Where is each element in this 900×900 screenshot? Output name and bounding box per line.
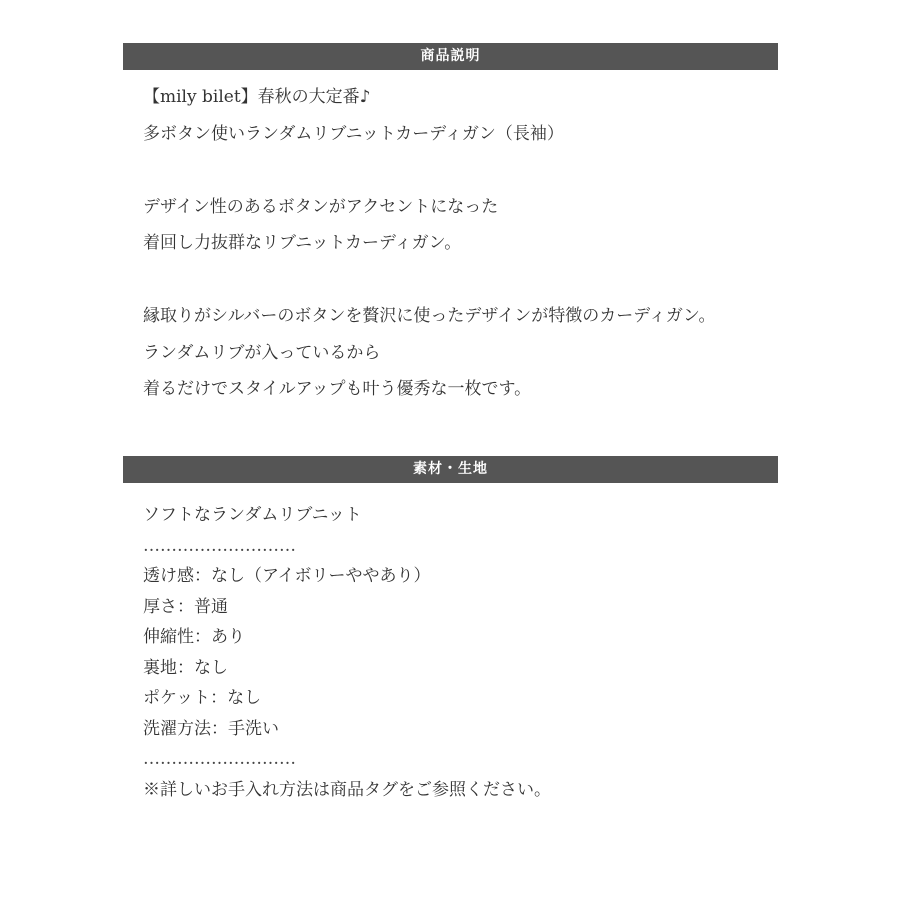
description-line: 着るだけでスタイルアップも叶う優秀な一枚です。 (143, 379, 532, 399)
spec-lining: 裏地：なし (143, 657, 228, 678)
description-subtitle-line: 多ボタン使いランダムリブニットカーディガン（長袖） (143, 123, 564, 144)
material-details (143, 500, 783, 805)
fabric-type: ソフトなランダムリブニット (143, 505, 362, 525)
description-line: 着回し力抜群なリブニットカーディガン。 (143, 233, 462, 253)
description-title-line: 【mily bilet】春秋の大定番♪ (143, 87, 371, 107)
description-spacer (143, 262, 783, 299)
spec-stretch: 伸縮性：あり (143, 627, 245, 647)
description-spacer (143, 152, 783, 189)
product-description (143, 79, 783, 408)
product-description-header: 商品説明 (123, 43, 778, 70)
material-fabric-header: 素材・生地 (123, 456, 778, 483)
spec-washing: 洗濯方法：手洗い (143, 718, 279, 739)
spec-pocket: ポケット：なし (143, 688, 262, 708)
spec-thickness: 厚さ：普通 (143, 596, 228, 617)
description-line: デザイン性のあるボタンがアクセントになった (143, 196, 499, 217)
description-line: 縁取りがシルバーのボタンを贅沢に使ったデザインが特徴のカーディガン。 (143, 306, 716, 326)
care-note: ※詳しいお手入れ方法は商品タグをご参照ください。 (143, 779, 551, 800)
dotted-divider: ……………………… (143, 749, 296, 769)
dotted-divider: ……………………… (143, 535, 296, 556)
spec-transparency: 透け感：なし（アイボリーややあり） (143, 566, 431, 586)
description-line: ランダムリブが入っているから (143, 342, 381, 363)
